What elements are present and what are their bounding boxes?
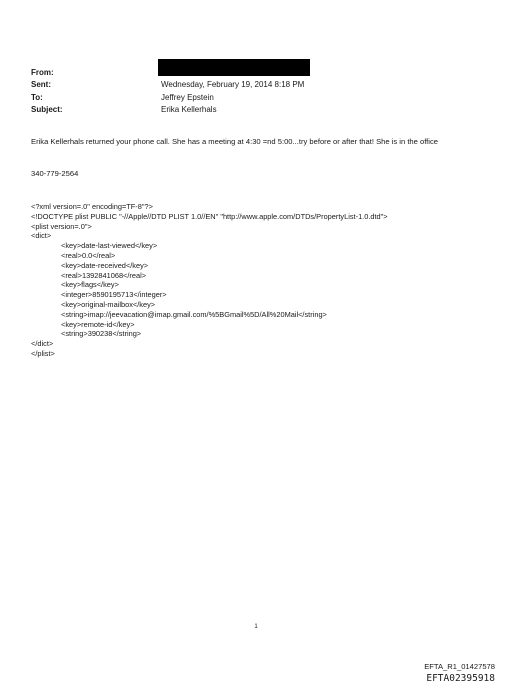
bates-number-primary: EFTA_R1_01427578 xyxy=(424,662,495,671)
sent-label: Sent: xyxy=(31,80,51,90)
plist-line: <key>flags</key> xyxy=(61,280,119,290)
plist-block xyxy=(31,202,491,359)
plist-line: <key>date-received</key> xyxy=(61,260,149,270)
plist-line: <?xml version=.0" encoding=TF-8"?> xyxy=(31,202,153,211)
header-row-sent xyxy=(31,79,481,92)
plist-line: <key>original-mailbox</key> xyxy=(61,299,156,309)
plist-line: <string>390238</string> xyxy=(61,329,142,339)
header-row-subject xyxy=(31,104,481,117)
plist-line: <integer>8590195713</integer> xyxy=(61,290,167,300)
plist-line: <real>1392841068</real> xyxy=(61,270,147,280)
phone-number: 340-779-2564 xyxy=(31,169,79,178)
plist-line: <key>date-last-viewed</key> xyxy=(61,241,158,251)
header-row-to xyxy=(31,91,481,104)
page-number: 1 xyxy=(254,624,258,630)
plist-line: <plist version=.0"> xyxy=(31,221,92,231)
bates-number-secondary: EFTA02395918 xyxy=(426,673,495,684)
to-value: Jeffrey Epstein xyxy=(161,92,214,102)
email-header xyxy=(31,66,481,116)
plist-line: <!DOCTYPE plist PUBLIC "-//Apple//DTD PLIST 1.0//EN" "http://www.apple.com/DTDs/PropertyList-1.0.dtd"> xyxy=(31,211,388,221)
to-label: To: xyxy=(31,92,43,102)
subject-value: Erika Kellerhals xyxy=(161,105,217,115)
subject-label: Subject: xyxy=(31,105,63,115)
plist-line: <real>0.0</real> xyxy=(61,250,116,260)
email-body: Erika Kellerhals returned your phone call. She has a meeting at 4:30 =nd 5:00...try before or after that! She is in the office xyxy=(31,137,438,146)
plist-line: </plist> xyxy=(31,348,55,358)
plist-line: <string>imap://jeevacation@imap.gmail.com/%5BGmail%5D/All%20Mail</string> xyxy=(61,309,327,319)
sent-value: Wednesday, February 19, 2014 8:18 PM xyxy=(161,80,305,90)
plist-line: <key>remote-id</key> xyxy=(61,319,135,329)
from-label: From: xyxy=(31,67,54,77)
plist-line: <dict> xyxy=(31,231,52,241)
header-row-from xyxy=(31,66,481,79)
plist-line: </dict> xyxy=(31,339,54,349)
